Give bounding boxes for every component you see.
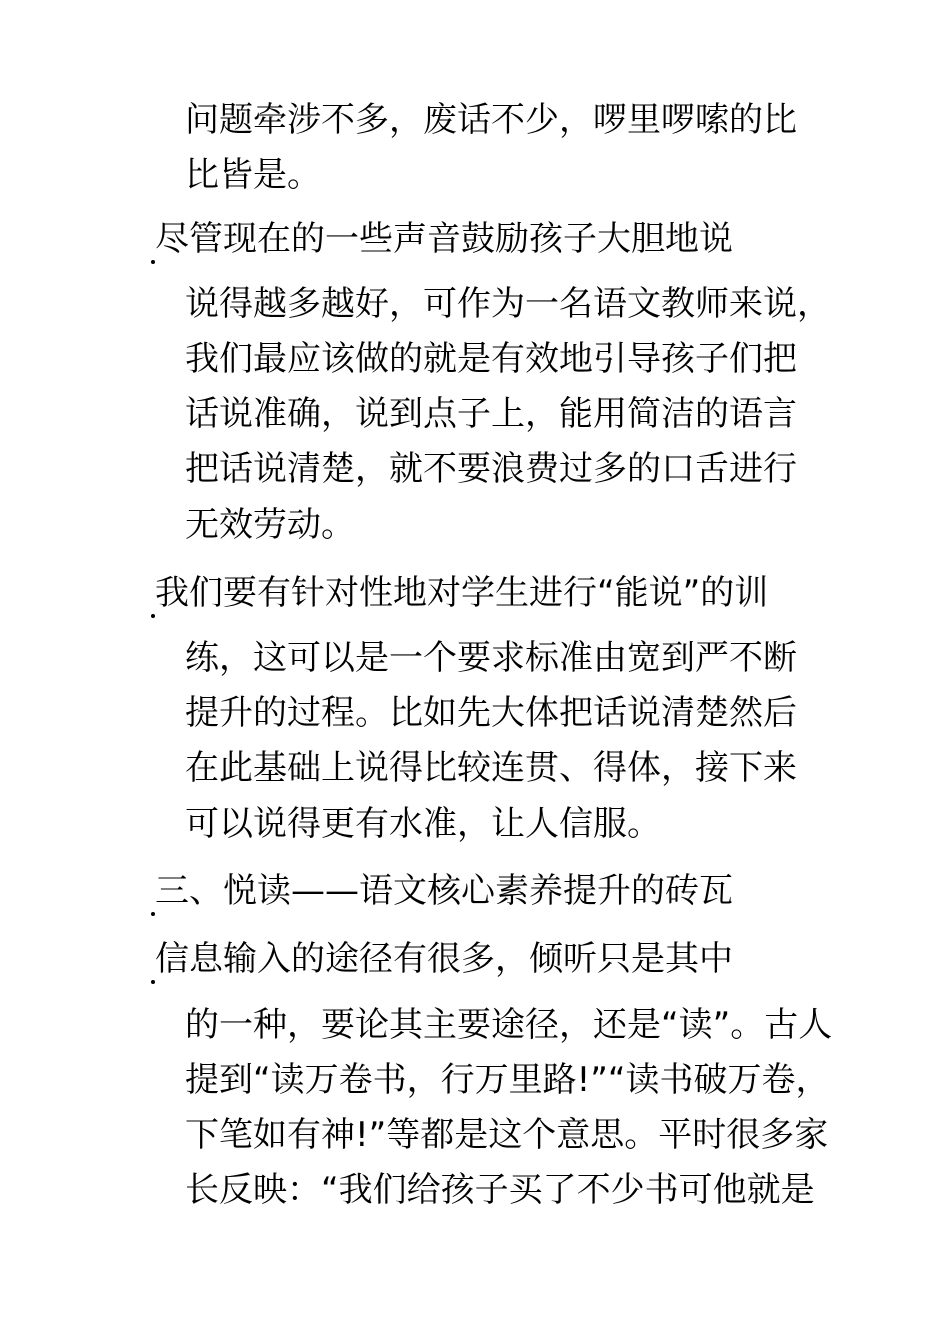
text-line: 我们最应该做的就是有效地引导孩子们把 bbox=[185, 339, 797, 379]
text-line: 提升的过程。比如先大体把话说清楚然后 bbox=[185, 693, 797, 733]
text-line: 无效劳动。 bbox=[185, 505, 355, 545]
text-line: 提到“读万卷书，行万里路!”“读书破万卷， bbox=[185, 1060, 830, 1100]
paragraph-first-line: 信息输入的途径有很多，倾听只是其中 bbox=[155, 939, 733, 979]
text-line: 练，这可以是一个要求标准由宽到严不断 bbox=[185, 638, 797, 678]
text-line: 说得越多越好，可作为一名语文教师来说， bbox=[185, 284, 831, 324]
text-line: 的一种，要论其主要途径，还是“读”。古人 bbox=[185, 1005, 833, 1045]
text-line: 比皆是。 bbox=[185, 155, 321, 195]
paragraph-first-line: 尽管现在的一些声音鼓励孩子大胆地说 bbox=[155, 219, 733, 259]
text-line: 可以说得更有水准，让人信服。 bbox=[185, 804, 661, 844]
text-line: 长反映：“我们给孩子买了不少书可他就是 bbox=[185, 1170, 815, 1210]
text-line: 问题牵涉不多，废话不少，啰里啰嗦的比 bbox=[185, 100, 797, 140]
text-line: 话说准确，说到点子上，能用简洁的语言 bbox=[185, 394, 797, 434]
text-line: 下笔如有神!”等都是这个意思。平时很多家 bbox=[185, 1115, 829, 1155]
section-heading: 三、悦读——语文核心素养提升的砖瓦 bbox=[155, 871, 733, 911]
text-line: 把话说清楚，就不要浪费过多的口舌进行 bbox=[185, 449, 797, 489]
text-line: 在此基础上说得比较连贯、得体，接下来 bbox=[185, 748, 797, 788]
paragraph-first-line: 我们要有针对性地对学生进行“能说”的训 bbox=[155, 573, 769, 613]
